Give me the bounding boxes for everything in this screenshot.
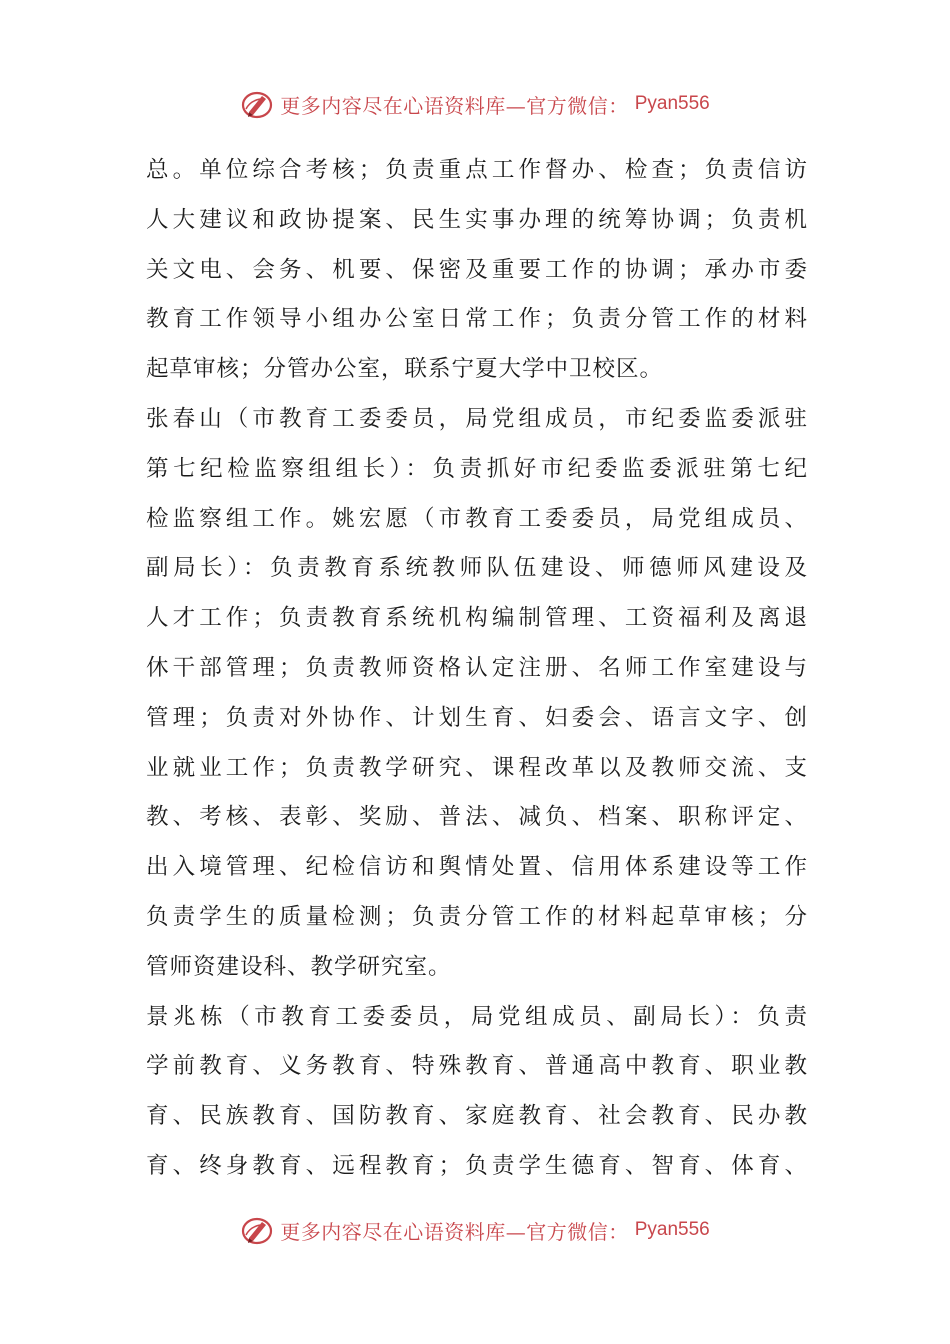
watermark-text: 更多内容尽在心语资料库—官方微信：: [280, 93, 629, 118]
document-body: [146, 146, 808, 1192]
body-line: 教、考核、表彰、奖励、普法、减负、档案、职称评定、: [146, 804, 808, 831]
body-line: 关文电、会务、机要、保密及重要工作的协调；承办市委: [146, 256, 808, 283]
body-line: 张春山（市教育工委委员，局党组成员，市纪委监委派驻: [146, 405, 808, 432]
watermark-wechat-id: Pyan556: [634, 93, 710, 114]
watermark-text: 更多内容尽在心语资料库—官方微信：: [280, 1219, 629, 1244]
body-line: 管师资建设科、教学研究室。: [146, 953, 452, 980]
header-watermark: [0, 84, 950, 124]
body-line: 业就业工作；负责教学研究、课程改革以及教师交流、支: [146, 754, 808, 781]
body-line: 起草审核；分管办公室，联系宁夏大学中卫校区。: [146, 356, 664, 383]
body-line: 景兆栋（市教育工委委员，局党组成员、副局长）：负责: [146, 1003, 808, 1030]
body-line: 休干部管理；负责教师资格认定注册、名师工作室建设与: [146, 654, 808, 681]
footer-watermark: [0, 1210, 950, 1250]
body-line: 管理；负责对外协作、计划生育、妇委会、语言文字、创: [146, 704, 808, 731]
body-line: 总。单位综合考核；负责重点工作督办、检查；负责信访: [146, 157, 808, 183]
body-line: 育、终身教育、远程教育；负责学生德育、智育、体育、: [146, 1152, 808, 1179]
pen-logo-icon: [240, 1213, 274, 1247]
pen-logo-icon: [240, 87, 274, 121]
watermark-wechat-id: Pyan556: [634, 1219, 710, 1240]
body-line: 人才工作；负责教育系统机构编制管理、工资福利及离退: [146, 605, 808, 632]
body-line: 副局长）：负责教育系统教师队伍建设、师德师风建设及: [146, 555, 808, 582]
body-line: 负责学生的质量检测；负责分管工作的材料起草审核；分: [146, 903, 808, 930]
body-line: 育、民族教育、国防教育、家庭教育、社会教育、民办教: [146, 1103, 808, 1130]
body-line: 人大建议和政协提案、民生实事办理的统筹协调；负责机: [146, 206, 808, 233]
body-line: 第七纪检监察组组长）：负责抓好市纪委监委派驻第七纪: [146, 455, 808, 482]
body-line: 出入境管理、纪检信访和舆情处置、信用体系建设等工作: [146, 854, 808, 881]
body-line: 检监察组工作。姚宏愿（市教育工委委员，局党组成员、: [146, 505, 808, 532]
body-line: 学前教育、义务教育、特殊教育、普通高中教育、职业教: [146, 1053, 808, 1080]
body-line: 教育工作领导小组办公室日常工作；负责分管工作的材料: [146, 306, 808, 333]
